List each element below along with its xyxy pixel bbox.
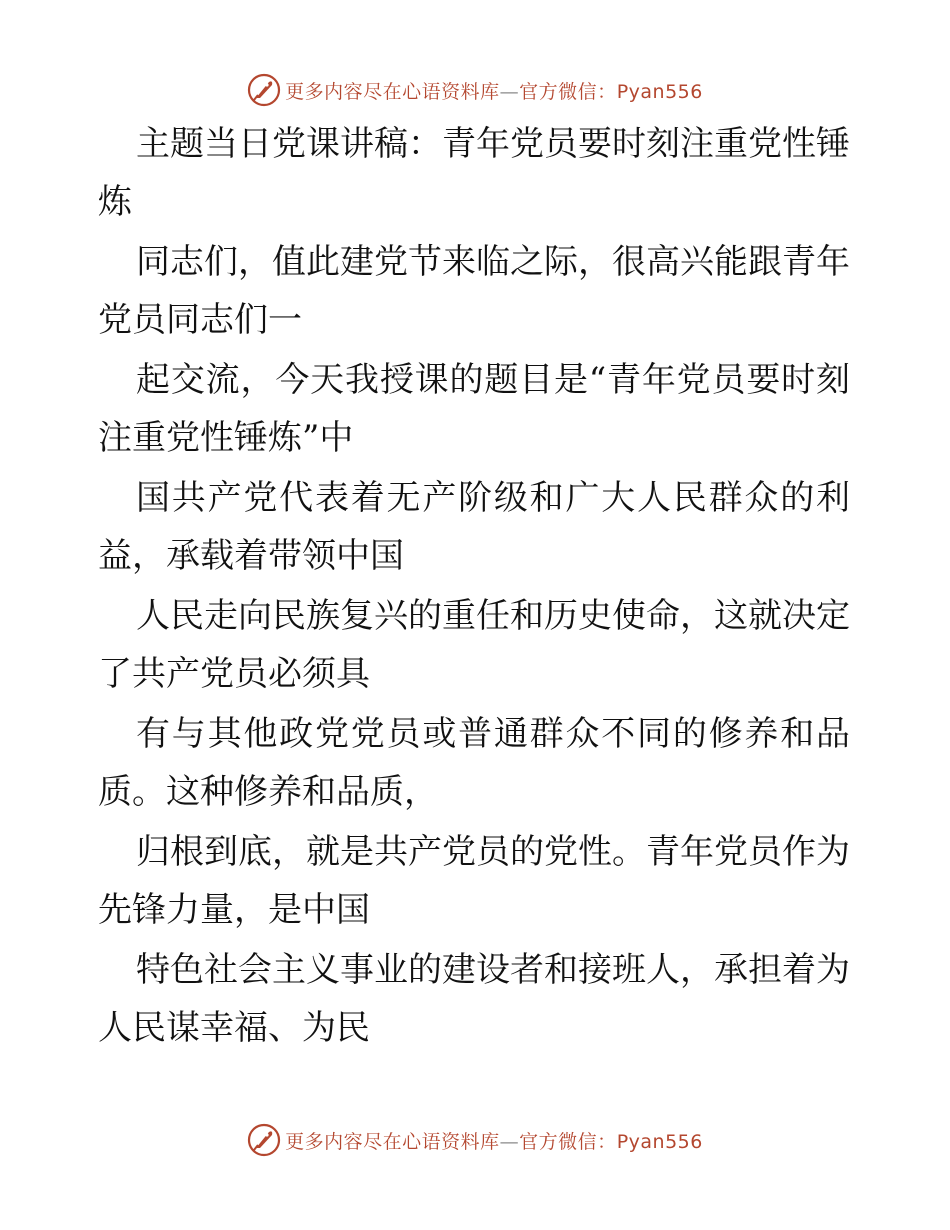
quill-pen-logo-icon <box>247 73 281 107</box>
paragraph-continuation-line: 注重党性锤炼”中 <box>98 418 354 458</box>
paragraph-line: 起交流，今天我授课的题目是“青年党员要时刻 <box>136 360 850 400</box>
header-banner <box>0 70 950 110</box>
paragraph-line: 国共产党代表着无产阶级和广大人民群众的利 <box>136 478 850 518</box>
footer-banner-official: 官方微信： <box>519 1130 617 1153</box>
footer-banner-dash: — <box>499 1130 520 1153</box>
paragraph-line: 有与其他政党党员或普通群众不同的修养和品 <box>136 714 850 754</box>
paragraph-line: 特色社会主义事业的建设者和接班人，承担着为 <box>136 950 850 990</box>
header-banner-text <box>285 77 703 104</box>
paragraph-continuation-line: 炼 <box>98 182 132 222</box>
paragraph-continuation-line: 质。这种修养和品质， <box>98 772 438 812</box>
footer-banner-text <box>285 1127 703 1154</box>
footer-banner-account: Pyan556 <box>616 1130 703 1153</box>
header-banner-official: 官方微信： <box>519 80 617 103</box>
quill-pen-logo-icon <box>247 1123 281 1157</box>
header-banner-main: 更多内容尽在心语资料库 <box>285 80 500 103</box>
paragraph-continuation-line: 先锋力量，是中国 <box>98 890 370 930</box>
paragraph-continuation-line: 益，承载着带领中国 <box>98 536 404 576</box>
paragraph-line: 人民走向民族复兴的重任和历史使命，这就决定 <box>136 596 850 636</box>
paragraph-line: 同志们，值此建党节来临之际，很高兴能跟青年 <box>136 242 850 282</box>
footer-banner-main: 更多内容尽在心语资料库 <box>285 1130 500 1153</box>
header-banner-dash: — <box>499 80 520 103</box>
paragraph-continuation-line: 了共产党员必须具 <box>98 654 370 694</box>
paragraph-continuation-line: 人民谋幸福、为民 <box>98 1008 370 1048</box>
paragraph-line: 归根到底，就是共产党员的党性。青年党员作为 <box>136 832 850 872</box>
footer-banner <box>0 1120 950 1160</box>
paragraph-line: 主题当日党课讲稿：青年党员要时刻注重党性锤 <box>136 124 850 164</box>
header-banner-account: Pyan556 <box>616 80 703 103</box>
paragraph-continuation-line: 党员同志们一 <box>98 300 302 340</box>
